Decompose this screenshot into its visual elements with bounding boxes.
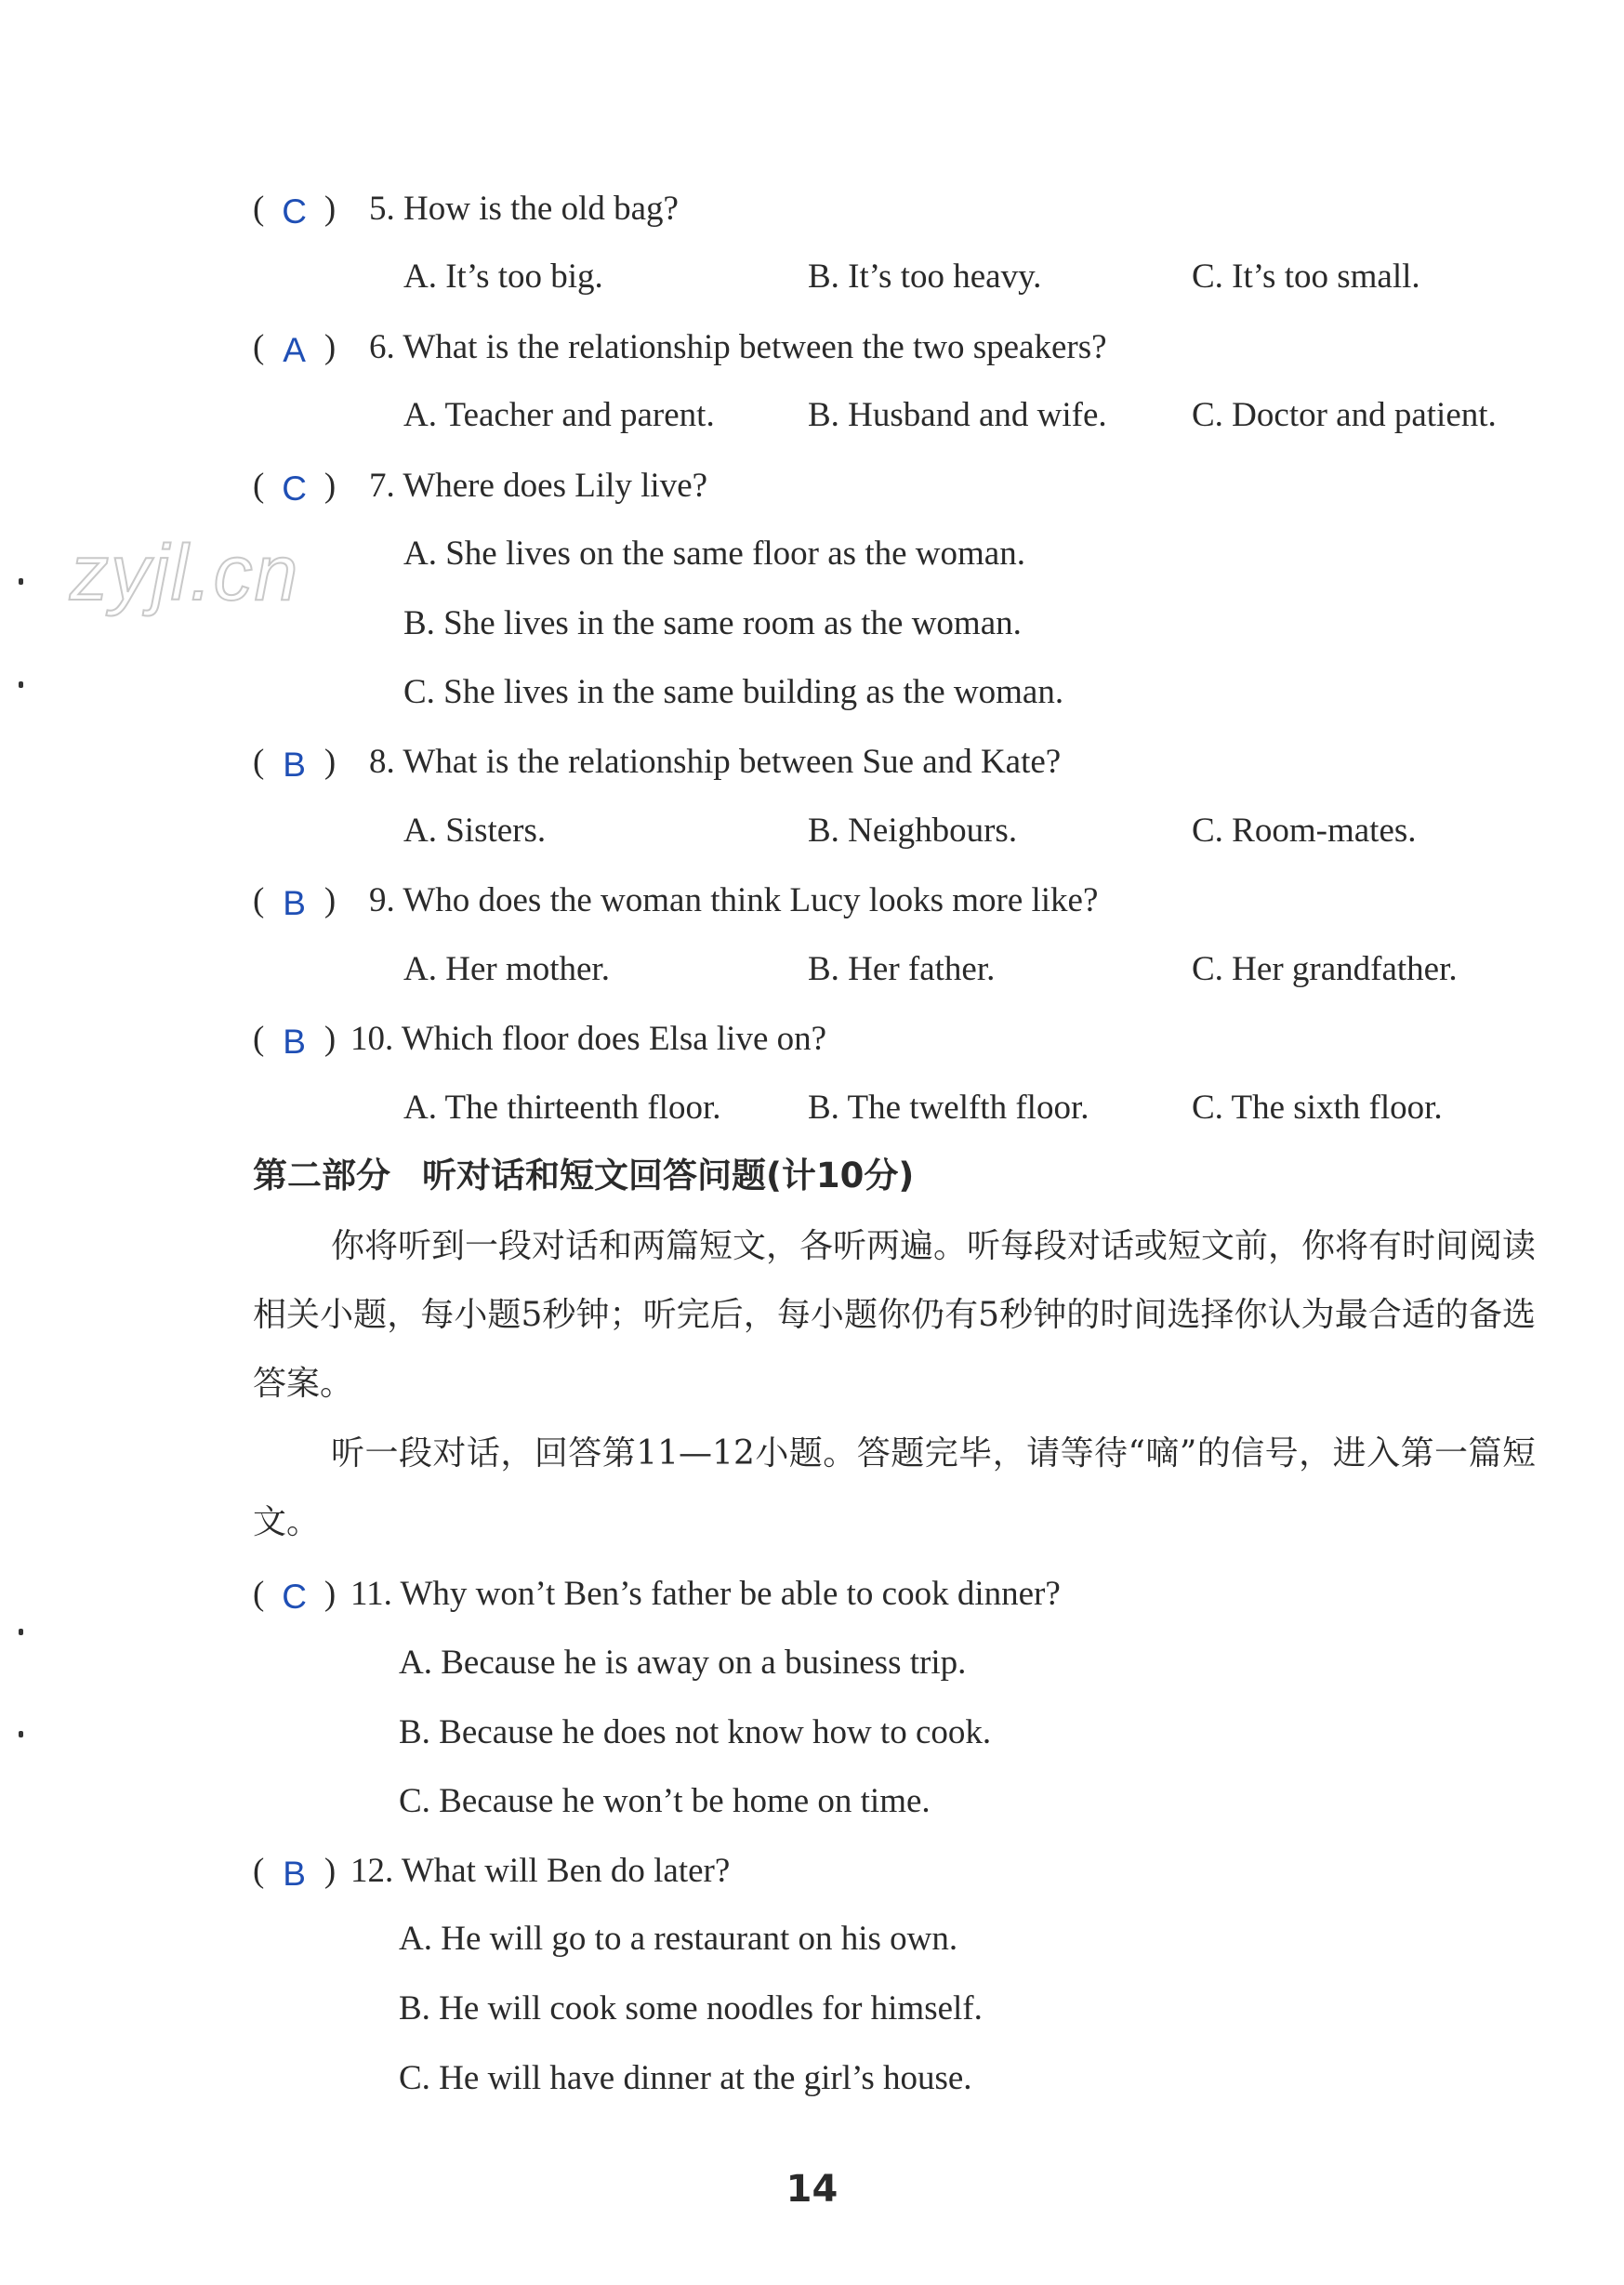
section-instruction: 你将听到一段对话和两篇短文，各听两遍。听每段对话或短文前，你将有时间阅读相关小题，每小题5秒钟；听完后，每小题你仍有5秒钟的时间选择你认为最合适的备选答案。: [253, 1227, 1537, 1403]
margin-mark: [19, 1731, 23, 1737]
option-c: C. Room-mates.: [1192, 812, 1417, 850]
question-text: 11. Why won’t Ben’s father be able to cook dinner?: [350, 1575, 1061, 1613]
option-c: C. She lives in the same building as the woman.: [403, 673, 1064, 711]
question-text: 8. What is the relationship between Sue and Kate?: [369, 743, 1062, 781]
answer-letter: A: [283, 331, 306, 369]
answer-letter: C: [282, 469, 307, 508]
option-a: A. The thirteenth floor.: [403, 1089, 721, 1127]
question-text: 5. How is the old bag?: [369, 190, 679, 228]
option-a: A. It’s too big.: [403, 258, 603, 296]
page-number: 14: [786, 2168, 838, 2211]
question-7: [253, 463, 707, 509]
option-b: B. Husband and wife.: [808, 396, 1107, 434]
option-b: B. She lives in the same room as the woman.: [403, 604, 1022, 642]
answer-bracket: ( C ): [253, 186, 369, 231]
option-b: B. It’s too heavy.: [808, 258, 1042, 296]
option-a: A. He will go to a restaurant on his own.: [399, 1920, 958, 1958]
option-b: B. Her father.: [808, 950, 996, 988]
question-text: 7. Where does Lily live?: [369, 467, 708, 505]
watermark-logo: zyjl.cn: [70, 529, 300, 616]
option-c: C. Because he won’t be home on time.: [399, 1782, 931, 1820]
question-5: [253, 186, 679, 231]
answer-bracket: ( C ): [253, 463, 369, 509]
question-9: [253, 878, 1098, 923]
section-title: 听对话和短文回答问题(计10分): [422, 1156, 915, 1195]
section-heading: [253, 1153, 914, 1199]
question-8: [253, 739, 1061, 785]
question-text: 9. Who does the woman think Lucy looks more like?: [369, 881, 1099, 919]
question-6: [253, 324, 1107, 370]
question-text: 12. What will Ben do later?: [350, 1852, 731, 1890]
margin-mark: [19, 681, 23, 688]
question-12: [253, 1848, 730, 1894]
option-b: B. Neighbours.: [808, 812, 1018, 850]
option-c: C. He will have dinner at the girl’s house.: [399, 2059, 972, 2097]
margin-mark: [19, 1629, 23, 1635]
section-part-label: 第二部分: [253, 1156, 390, 1195]
answer-bracket: ( B ): [253, 1848, 350, 1894]
answer-bracket: ( B ): [253, 1016, 350, 1062]
option-a: A. She lives on the same floor as the woman.: [403, 535, 1025, 573]
option-c: C. It’s too small.: [1192, 258, 1420, 296]
answer-letter: B: [283, 1855, 306, 1893]
question-10: [253, 1016, 826, 1062]
answer-bracket: ( A ): [253, 324, 369, 370]
answer-letter: B: [283, 884, 306, 922]
option-a: A. Sisters.: [403, 812, 547, 850]
question-11: [253, 1571, 1061, 1617]
answer-bracket: ( B ): [253, 878, 369, 923]
answer-letter: B: [283, 746, 306, 784]
answer-letter: C: [282, 192, 307, 231]
answer-bracket: ( C ): [253, 1571, 350, 1617]
option-c: C. Her grandfather.: [1192, 950, 1458, 988]
question-text: 6. What is the relationship between the two speakers?: [369, 328, 1107, 366]
dialogue-intro: 听一段对话，回答第11—12小题。答题完毕，请等待“嘀”的信号，进入第一篇短文。: [253, 1434, 1536, 1541]
option-b: B. He will cook some noodles for himself.: [399, 1989, 983, 2027]
answer-letter: B: [283, 1023, 306, 1061]
option-a: A. Her mother.: [403, 950, 610, 988]
option-b: B. Because he does not know how to cook.: [399, 1713, 992, 1751]
option-b: B. The twelfth floor.: [808, 1089, 1089, 1127]
option-c: C. The sixth floor.: [1192, 1089, 1443, 1127]
option-a: A. Because he is away on a business trip.: [399, 1644, 967, 1682]
margin-mark: [19, 578, 23, 585]
question-text: 10. Which floor does Elsa live on?: [350, 1020, 827, 1058]
answer-bracket: ( B ): [253, 739, 369, 785]
option-a: A. Teacher and parent.: [403, 396, 715, 434]
option-c: C. Doctor and patient.: [1192, 396, 1497, 434]
answer-letter: C: [282, 1578, 307, 1616]
